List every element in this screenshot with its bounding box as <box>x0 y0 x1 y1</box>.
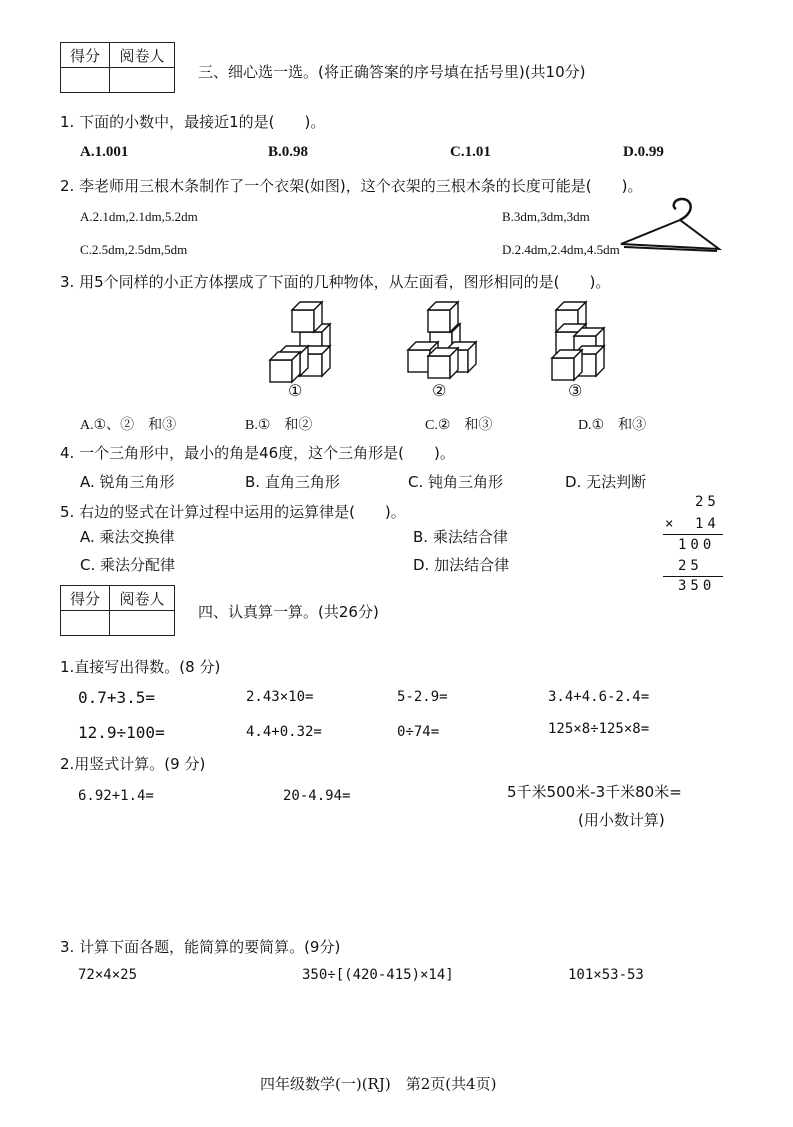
cube-figure-2 <box>408 302 476 378</box>
p1-item-3: 5-2.9= <box>397 689 448 705</box>
p3-item-1: 72×4×25 <box>78 967 138 983</box>
vertical-row-3: 100 <box>678 537 716 553</box>
reviewer-label: 阅卷人 <box>110 586 175 611</box>
q3-option-d: D.① 和③ <box>578 418 647 433</box>
q4-option-a: A. 锐角三角形 <box>80 473 175 491</box>
vertical-row-2: 14 <box>695 516 720 532</box>
page-footer: 四年级数学(一)(RJ) 第2页(共4页) <box>260 1075 497 1093</box>
p1-item-5: 12.9÷100= <box>78 723 165 742</box>
cube-figure-3 <box>552 302 604 380</box>
q3-option-a: A.①、② 和③ <box>80 418 177 433</box>
section3-title: 三、细心选一选。(将正确答案的序号填在括号里)(共10分) <box>198 63 586 81</box>
cube-figures <box>0 300 793 405</box>
q5-option-c: C. 乘法分配律 <box>80 556 176 574</box>
vertical-row-1: 25 <box>695 494 720 510</box>
figure-label-2: ② <box>432 381 447 400</box>
p1-item-7: 0÷74= <box>397 724 440 740</box>
q1-option-d: D.0.99 <box>623 144 664 160</box>
q2-option-c: C.2.5dm,2.5dm,5dm <box>80 242 188 257</box>
q5-option-b: B. 乘法结合律 <box>413 528 508 546</box>
reviewer-label: 阅卷人 <box>110 43 175 68</box>
score-label: 得分 <box>61 586 110 611</box>
q4-option-c: C. 钝角三角形 <box>408 473 504 491</box>
score-box-section4 <box>60 585 175 636</box>
p1-item-6: 4.4+0.32= <box>246 724 322 740</box>
figure-label-3: ③ <box>568 381 583 400</box>
vertical-row-4: 25 <box>678 558 703 574</box>
score-cell[interactable] <box>61 68 110 93</box>
p1-title: 1.直接写出得数。(8 分) <box>60 658 221 676</box>
q3-option-c: C.② 和③ <box>425 418 493 433</box>
q1-option-a: A.1.001 <box>80 144 129 160</box>
figure-label-1: ① <box>288 381 303 400</box>
cube-figure-1 <box>270 302 330 382</box>
q2-text: 2. 李老师用三根木条制作了一个衣架(如图)，这个衣架的三根木条的长度可能是( )。 <box>60 177 643 195</box>
p3-title: 3. 计算下面各题，能简算的要简算。(9分) <box>60 938 341 956</box>
q1-option-b: B.0.98 <box>268 144 309 160</box>
q5-text: 5. 右边的竖式在计算过程中运用的运算律是( )。 <box>60 503 406 521</box>
p3-item-3: 101×53-53 <box>568 967 644 983</box>
reviewer-cell[interactable] <box>110 68 175 93</box>
score-label: 得分 <box>61 43 110 68</box>
q3-text: 3. 用5个同样的小正方体摆成了下面的几种物体，从左面看，图形相同的是( )。 <box>60 273 611 291</box>
q1-text: 1. 下面的小数中，最接近1的是( )。 <box>60 113 326 131</box>
q4-option-b: B. 直角三角形 <box>245 473 340 491</box>
section4-title: 四、认真算一算。(共26分) <box>198 603 379 621</box>
p3-item-2: 350÷[(420-415)×14] <box>302 967 454 983</box>
q2-option-d: D.2.4dm,2.4dm,4.5dm <box>502 242 620 257</box>
q2-option-b: B.3dm,3dm,3dm <box>502 209 590 224</box>
p1-item-4: 3.4+4.6-2.4= <box>548 689 650 705</box>
q2-option-a: A.2.1dm,2.1dm,5.2dm <box>80 209 198 224</box>
q4-text: 4. 一个三角形中，最小的角是46度，这个三角形是( )。 <box>60 444 455 462</box>
p2-item-2: 20-4.94= <box>283 788 351 804</box>
hanger-figure <box>618 196 722 254</box>
q5-option-a: A. 乘法交换律 <box>80 528 175 546</box>
p1-item-8: 125×8÷125×8= <box>548 721 650 737</box>
score-box-section3 <box>60 42 175 93</box>
reviewer-cell[interactable] <box>110 611 175 636</box>
q3-option-b: B.① 和② <box>245 418 313 433</box>
p1-item-2: 2.43×10= <box>246 689 314 705</box>
q5-option-d: D. 加法结合律 <box>413 556 510 574</box>
p2-item-1: 6.92+1.4= <box>78 788 154 804</box>
p2-title: 2.用竖式计算。(9 分) <box>60 755 206 773</box>
q1-option-c: C.1.01 <box>450 144 491 160</box>
q4-option-d: D. 无法判断 <box>565 473 647 491</box>
p2-item-3: 5千米500米-3千米80米= <box>507 783 682 801</box>
vertical-row-5: 350 <box>678 578 716 594</box>
score-cell[interactable] <box>61 611 110 636</box>
p1-item-1: 0.7+3.5= <box>78 688 156 707</box>
vertical-operator: × <box>665 516 678 532</box>
p2-item-3-note: (用小数计算) <box>578 811 665 829</box>
